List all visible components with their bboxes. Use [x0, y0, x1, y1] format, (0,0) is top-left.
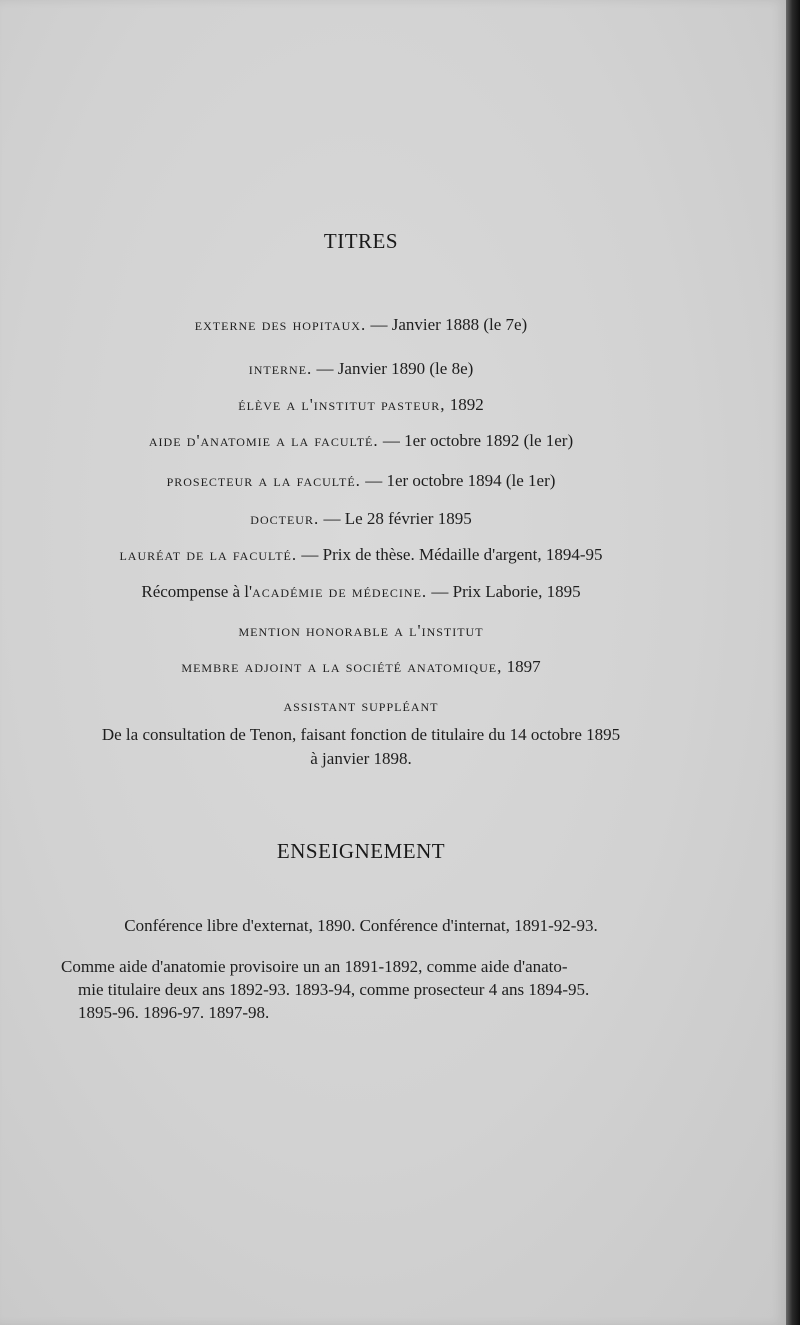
titre-text: 1897: [502, 657, 541, 676]
titre-entry-mention: [0, 621, 722, 641]
consultation-line-1: De la consultation de Tenon, faisant fonction de titulaire du 14 octobre 1895: [101, 725, 621, 744]
consultation-line-2: à janvier 1898.: [310, 749, 412, 768]
titre-label: assistant suppléant: [283, 696, 439, 715]
titre-text: — Le 28 février 1895: [319, 509, 472, 528]
enseignement-para-2-line-1: Comme aide d'anatomie provisoire un an 1891-1892, comme aide d'anato-: [61, 957, 568, 976]
page-edge-shadow: [786, 0, 800, 1325]
titre-label: élève a l'institut pasteur,: [238, 395, 446, 414]
titre-entry-membre: [0, 657, 722, 677]
titre-prefix: Récompense à l': [141, 582, 253, 601]
titre-label: mention honorable a l'institut: [238, 621, 484, 640]
titre-label: lauréat de la faculté.: [119, 545, 298, 564]
titre-entry-interne: [0, 359, 722, 379]
enseignement-para-2-line-2: mie titulaire deux ans 1892-93. 1893-94, comme prosecteur 4 ans 1894-95.: [78, 980, 590, 999]
titre-entry-docteur: [0, 509, 722, 529]
titre-text: — Janvier 1890 (le 8e): [312, 359, 474, 378]
titre-entry-recompense: [0, 582, 722, 602]
titre-label: prosecteur a la faculté.: [166, 471, 361, 490]
titre-label: académie de médecine.: [252, 582, 428, 601]
enseignement-para-1: Conférence libre d'externat, 1890. Conférence d'internat, 1891-92-93.: [124, 916, 598, 935]
titre-text: — 1er octobre 1894 (le 1er): [360, 471, 556, 490]
titre-entry-prosecteur: [0, 471, 722, 491]
titre-label: docteur.: [250, 509, 320, 528]
enseignement-para-2-line-3: 1895-96. 1896-97. 1897-98.: [78, 1003, 270, 1022]
titre-label: membre adjoint a la société anatomique,: [181, 657, 503, 676]
enseignement-heading: ENSEIGNEMENT: [276, 839, 446, 863]
titre-text: — Janvier 1888 (le 7e): [366, 315, 528, 334]
titre-entry-eleve: [0, 395, 722, 415]
titre-entry-assistant: [0, 696, 722, 716]
titres-heading: TITRES: [323, 229, 399, 253]
titre-label: interne.: [248, 359, 313, 378]
titre-text: — 1er octobre 1892 (le 1er): [378, 431, 574, 450]
titre-entry-laureat: [0, 545, 722, 565]
titre-entry-externe: [0, 315, 722, 335]
titre-entry-aide: [0, 431, 722, 451]
titre-text: 1892: [445, 395, 484, 414]
titre-text: — Prix de thèse. Médaille d'argent, 1894-95: [297, 545, 603, 564]
titre-label: aide d'anatomie a la faculté.: [148, 431, 379, 450]
titre-label: externe des hopitaux.: [194, 315, 367, 334]
titre-text: — Prix Laborie, 1895: [427, 582, 581, 601]
